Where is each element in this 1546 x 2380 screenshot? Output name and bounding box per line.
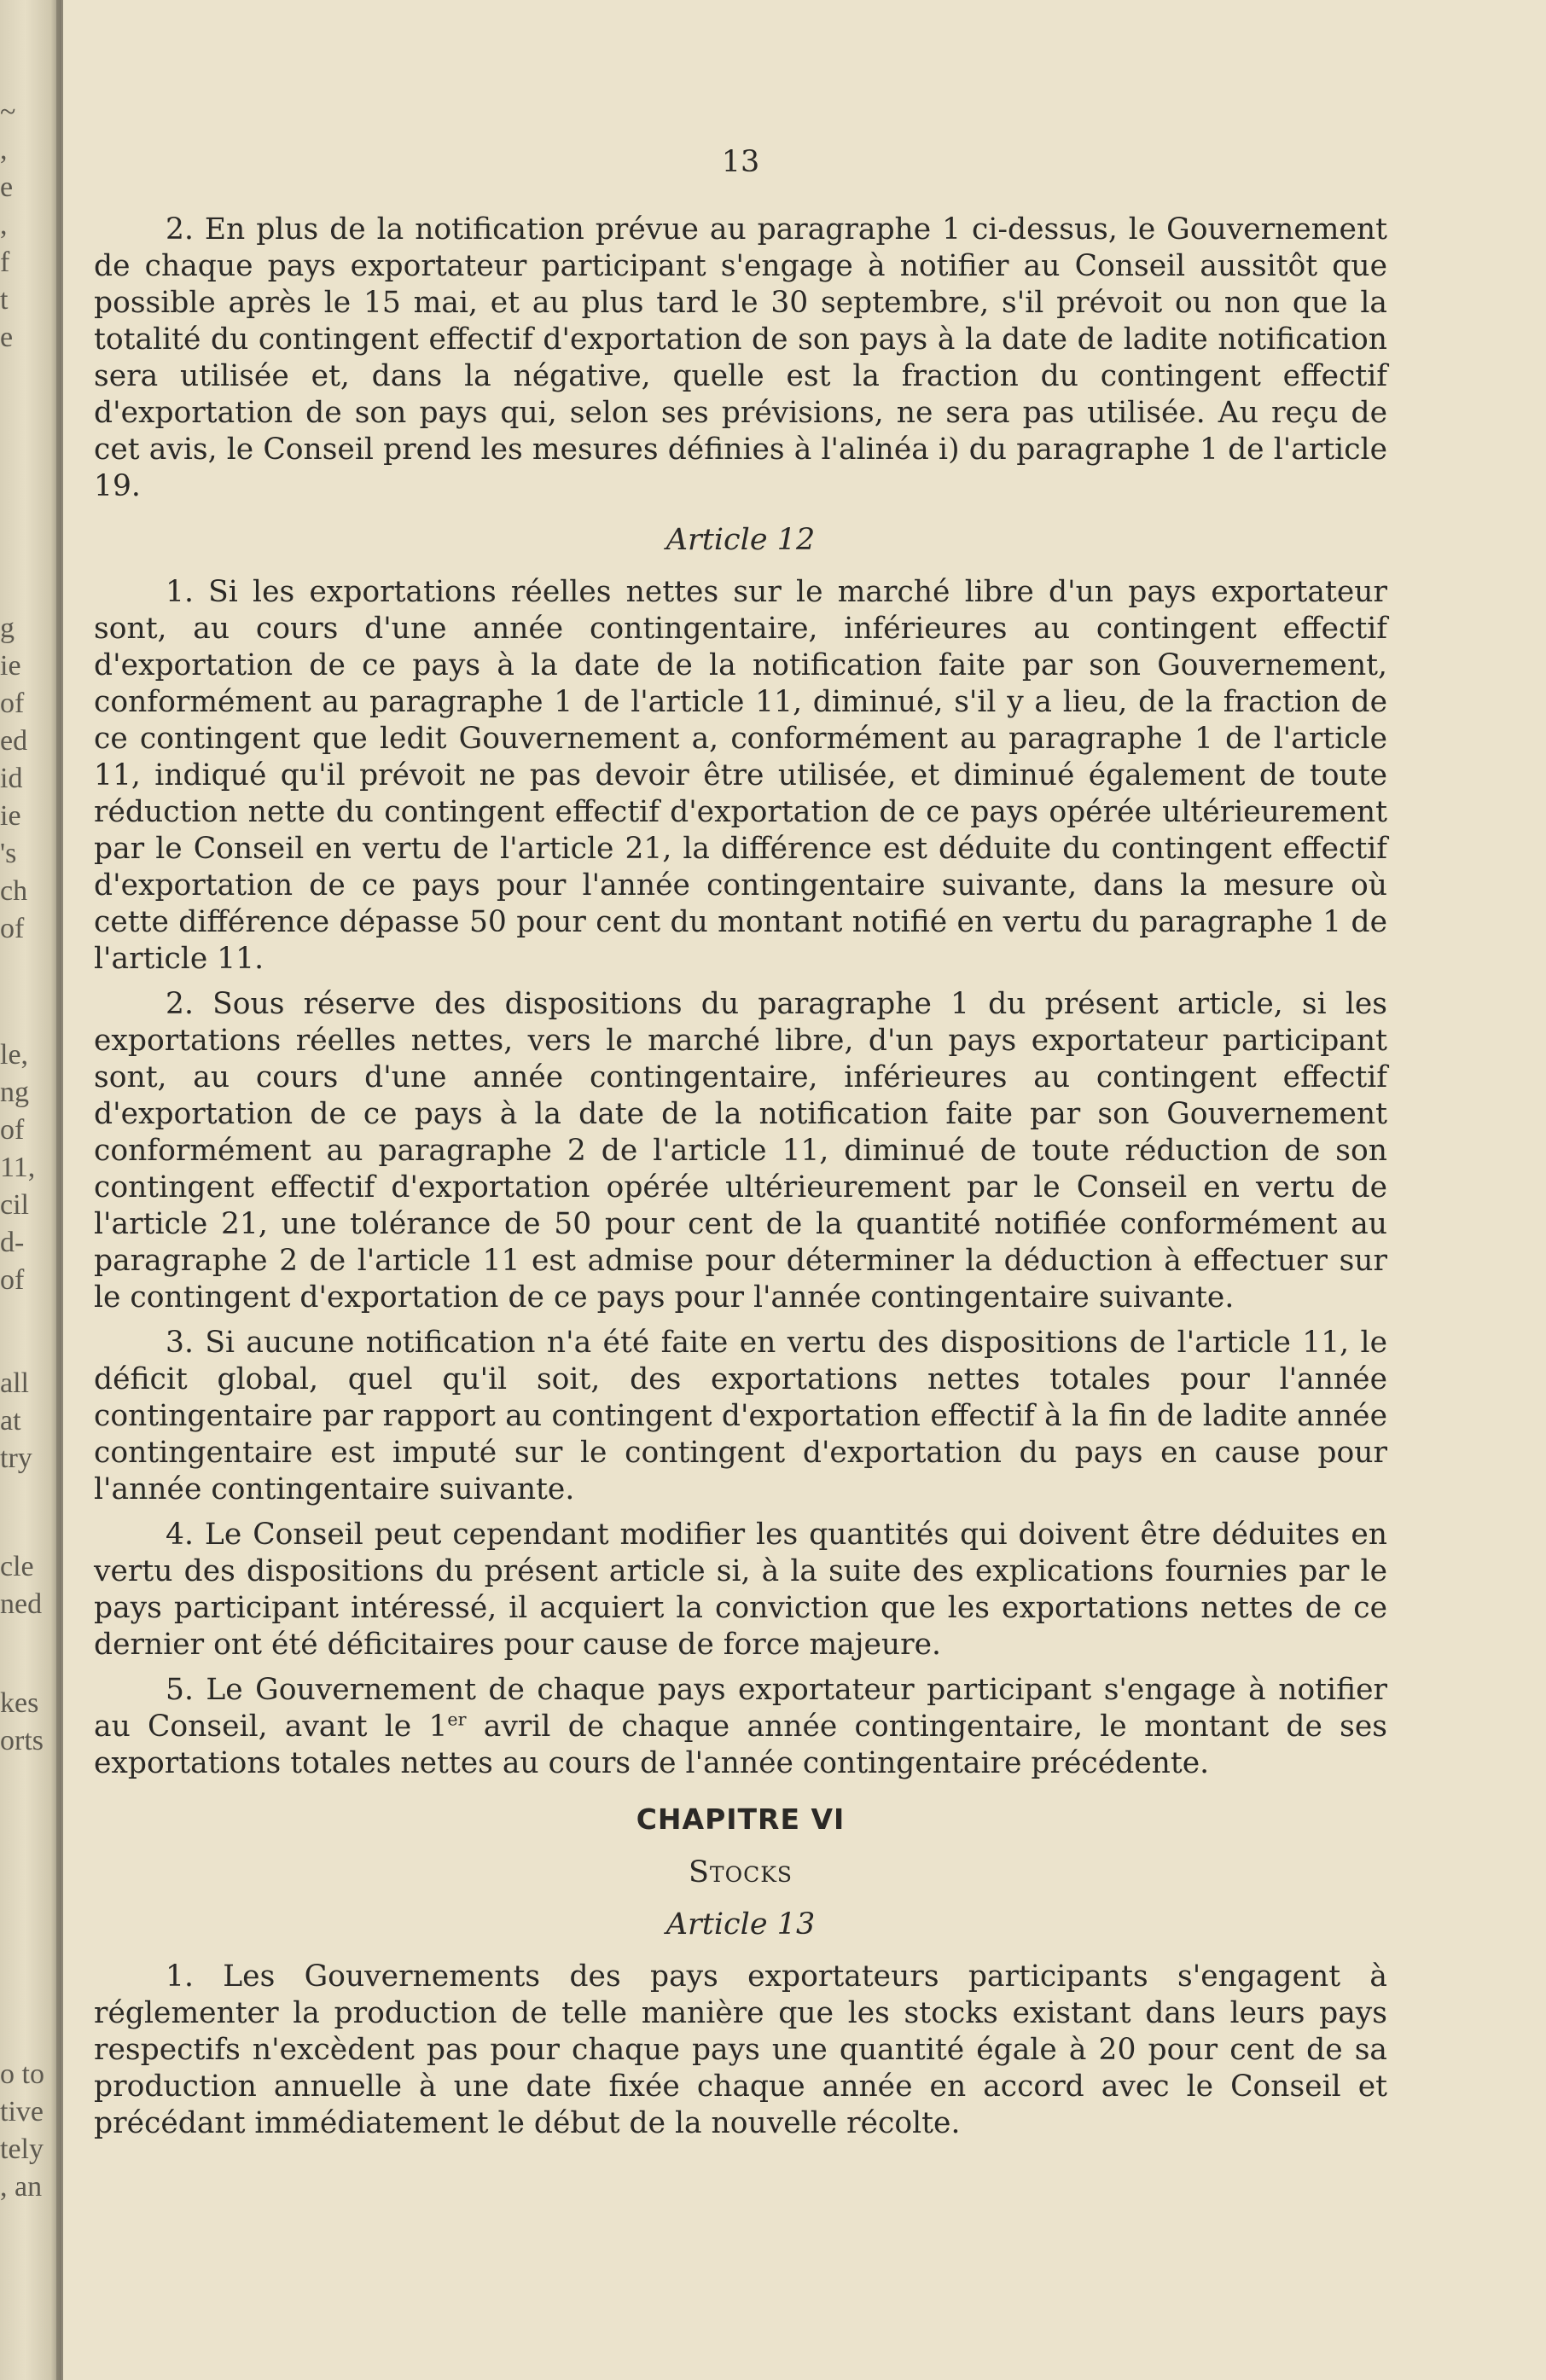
adjacent-page-bleed-2: g ie of ed id ie 's ch of [0, 612, 28, 944]
paragraph-article12-5-start: 5. Le Gouvernement de chaque pays exportateur participant s'engage à notifier au Conseil, avant le 1 [94, 1673, 1387, 1744]
article-12-heading: Article 12 [665, 523, 816, 557]
chapter-heading: CHAPITRE VI [636, 1802, 846, 1836]
adjacent-page-bleed-7: o to tive tely , an [0, 2058, 44, 2203]
adjacent-page-bleed-4: all at try [0, 1367, 32, 1474]
section-heading: Stocks [688, 1855, 793, 1889]
paragraph-article13-1: 1. Les Gouvernements des pays exportateurs participants s'engagent à réglementer la production de telle manière que les stocks existant dans leurs pays respectifs n'excèdent pas pour chaque pays une quantité égale à 20 pour cent de sa production annuelle à une date fixée chaque année en accord avec le Conseil et précédant immédiatement le début de la nouvelle récolte. [94, 1959, 1387, 2140]
adjacent-page-bleed-3: le, ng of 11, cil d- of [0, 1039, 36, 1296]
adjacent-page-bleed-6: kes orts [0, 1687, 44, 1756]
binding-shadow [56, 0, 61, 2380]
paragraph-article12-1: 1. Si les exportations réelles nettes sur le marché libre d'un pays exportateur sont, au cours d'une année contingentaire, inférieures au contingent effectif d'exportation de ce pays à la date de la notification faite par son Gouvernement, conformément au paragraphe 1 de l'article 11, diminué, s'il y a lieu, de la fraction de ce contingent que ledit Gouvernement a, conformément au paragraphe 1 de l'article 11, indiqué qu'il prévoit ne pas devoir être utilisée, et diminué également de toute réduction nette du contingent effectif d'exportation de ce pays opérée ultérieurement par le Conseil en vertu de l'article 21, la différence est déduite du contingent effectif d'exportation de ce pays pour l'année contingentaire suivante, dans la mesure où cette différence dépasse 50 pour cent du montant notifié en vertu du paragraphe 1 de l'article 11. [94, 575, 1387, 976]
paragraph-article11-2: 2. En plus de la notification prévue au paragraphe 1 ci-dessus, le Gouvernement de chaque pays exportateur participant s'engage à notifier au Conseil aussitôt que possible après le 15 mai, et au plus tard le 30 septembre, s'il prévoit ou non que la totalité du contingent effectif d'exportation de son pays à la date de ladite notification sera utilisée et, dans la négative, quelle est la fraction du contingent effectif d'exportation de son pays qui, selon ses prévisions, ne sera pas utilisée. Au reçu de cet avis, le Conseil prend les mesures définies à l'alinéa i) du paragraphe 1 de l'article 19. [94, 212, 1387, 503]
article-13-heading: Article 13 [665, 1907, 816, 1942]
paragraph-article12-3: 3. Si aucune notification n'a été faite en vertu des dispositions de l'article 11, le déficit global, quel qu'il soit, des exportations nettes totales pour l'année contingentaire par rapport au contingent d'exportation effectif à la fin de ladite année contingentaire est imputé sur le contingent d'exportation du pays en cause pour l'année contingentaire suivante. [94, 1326, 1387, 1506]
paragraph-article12-5 [94, 1672, 1387, 1782]
paragraph-article12-5-end: avril de chaque année contingentaire, le montant de ses exportations totales nettes au cours de l'année contingentaire précédente. [94, 1710, 1387, 1780]
page-content [94, 212, 1387, 2151]
paragraph-article12-4: 4. Le Conseil peut cependant modifier les quantités qui doivent être déduites en vertu des dispositions du présent article si, à la suite des explications fournies par le pays participant intéressé, il acquiert la conviction que les exportations nettes de ce dernier ont été déficitaires pour cause de force majeure. [94, 1518, 1387, 1662]
page-number: 13 [721, 145, 760, 179]
ordinal-superscript: er [447, 1709, 467, 1730]
paragraph-article12-2: 2. Sous réserve des dispositions du paragraphe 1 du présent article, si les exportations réelles nettes, vers le marché libre, d'un pays exportateur participant sont, au cours d'une année contingentaire, inférieures au contingent effectif d'exportation de ce pays à la date de la notification faite par son Gouvernement conformément au paragraphe 2 de l'article 11, diminué de toute réduction de son contingent effectif d'exportation opérée ultérieurement par le Conseil en vertu de l'article 21, une tolérance de 50 pour cent de la quantité notifiée conformément au paragraphe 2 de l'article 11 est admise pour déterminer la déduction à effectuer sur le contingent d'exportation de ce pays pour l'année contingentaire suivante. [94, 987, 1387, 1315]
adjacent-page-bleed-1: ~ , e , f t e [0, 96, 16, 353]
adjacent-page-bleed-5: cle ned [0, 1551, 43, 1620]
